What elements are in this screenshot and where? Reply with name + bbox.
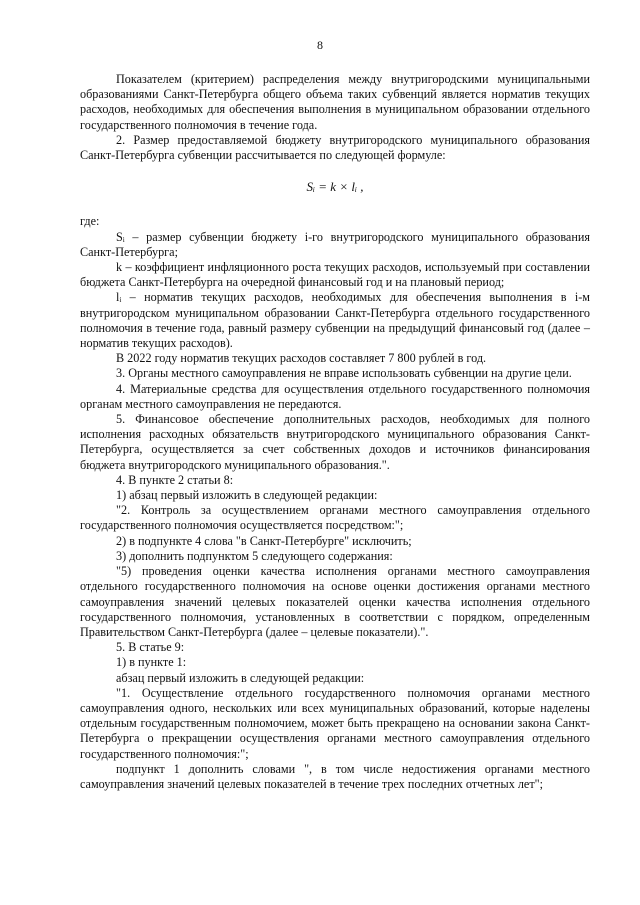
paragraph: 3. Органы местного самоуправления не вправе использовать субвенции на другие цели. bbox=[116, 366, 572, 381]
paragraph: "2. Контроль за осуществлением органами местного самоуправления отдельного государственного полномочия осуществляется посредством:"; bbox=[80, 503, 590, 533]
formula: Sᵢ = k × lᵢ , bbox=[306, 179, 364, 195]
where-label: где: bbox=[80, 214, 100, 229]
paragraph: Показателем (критерием) распределения между внутригородскими муниципальными образованиями Санкт-Петербурга общего объема таких субвенций является норматив текущих расходов, необходимых для обеспечения выполнения в муниципальном образовании отдельного государственного полномочия в течение года. bbox=[80, 72, 590, 132]
definition-item: k – коэффициент инфляционного роста текущих расходов, используемый при составлении бюджета Санкт-Петербурга на очередной финансовый год и на плановый период; bbox=[80, 260, 590, 290]
paragraph: 4. В пункте 2 статьи 8: bbox=[116, 472, 234, 487]
paragraph: 5. В статье 9: bbox=[116, 640, 185, 655]
paragraph: В 2022 году норматив текущих расходов составляет 7 800 рублей в год. bbox=[116, 351, 487, 366]
document-body bbox=[80, 72, 590, 792]
paragraph: 4. Материальные средства для осуществления отдельного государственного полномочия органам местного самоуправления не передаются. bbox=[80, 381, 590, 411]
definition-item: Sᵢ – размер субвенции бюджету i-го внутригородского муниципального образования Санкт-Петербурга; bbox=[80, 229, 590, 259]
paragraph: "5) проведения оценки качества исполнения органами местного самоуправления отдельного государственного полномочия на основе оценки достижения органами местного самоуправления значений целевых показателей оценки качества исполнения отдельного государственного полномочия, установленных в соответствии с порядком, определенным Правительством Санкт-Петербурга (далее – целевые показатели).". bbox=[80, 564, 590, 639]
paragraph: 1) абзац первый изложить в следующей редакции: bbox=[116, 488, 378, 503]
paragraph: подпункт 1 дополнить словами ", в том числе недостижения органами местного самоуправления значений целевых показателей в течение трех последних отчетных лет"; bbox=[80, 761, 590, 791]
paragraph: "1. Осуществление отдельного государственного полномочия органами местного самоуправления одного, нескольких или всех муниципальных образований, которые наделены отдельным государственным полномочием, может быть прекращено на основании закона Санкт-Петербурга о прекращении осуществления органами местного самоуправления отдельного государственного полномочия:"; bbox=[80, 685, 590, 761]
definition-item: lᵢ – норматив текущих расходов, необходимых для обеспечения выполнения в i-м внутригородском муниципальном образовании Санкт-Петербурга отдельного государственного полномочия в течение года, равный размеру субвенции на предыдущий финансовый год (далее – норматив текущих расходов). bbox=[80, 290, 590, 351]
page-number: 8 bbox=[317, 38, 323, 52]
paragraph: 2. Размер предоставляемой бюджету внутригородского муниципального образования Санкт-Петербурга субвенции рассчитывается по следующей формуле: bbox=[80, 132, 590, 163]
paragraph: 3) дополнить подпунктом 5 следующего содержания: bbox=[116, 548, 393, 563]
paragraph: 5. Финансовое обеспечение дополнительных расходов, необходимых для полного исполнения расходных обязательств внутригородского муниципального образования Санкт-Петербурга, осуществляется за счет собственных доходов и источников финансирования бюджета внутригородского муниципального образования.". bbox=[80, 412, 590, 472]
paragraph: 2) в подпункте 4 слова "в Санкт-Петербурге" исключить; bbox=[116, 533, 412, 548]
paragraph: абзац первый изложить в следующей редакции: bbox=[116, 670, 365, 685]
paragraph: 1) в пункте 1: bbox=[116, 655, 187, 670]
